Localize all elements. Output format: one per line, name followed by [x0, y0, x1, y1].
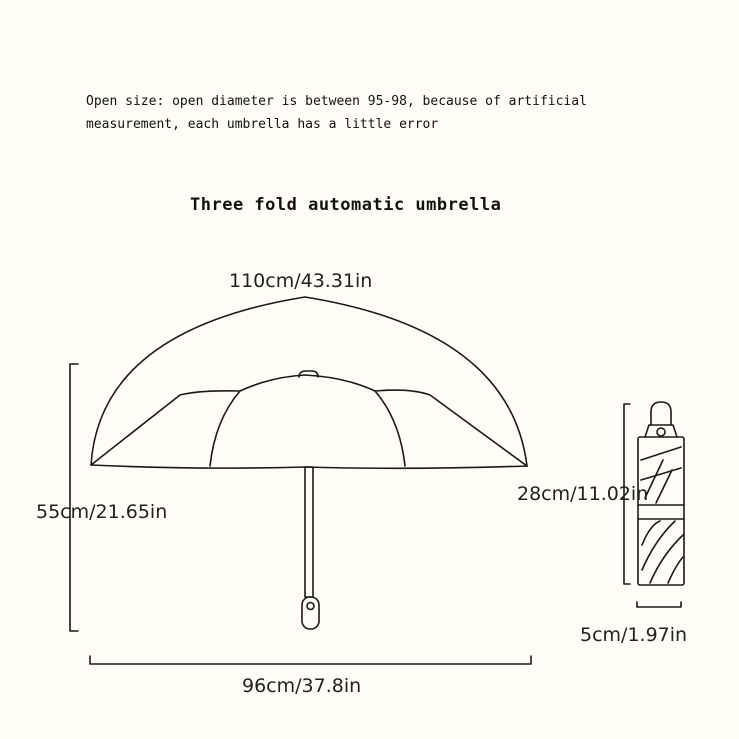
folded-fold-lines: [641, 447, 683, 583]
folded-button-icon: [657, 428, 665, 436]
note-line-1: Open size: open diameter is between 95-98, because of artificial: [86, 94, 587, 109]
open-height-label: 55cm/21.65in: [36, 501, 168, 523]
folded-width-dimension-line: [637, 602, 681, 607]
note-line-2: measurement, each umbrella has a little error: [86, 117, 439, 132]
open-width-label: 96cm/37.8in: [242, 675, 362, 697]
height-dimension-line: [70, 364, 78, 631]
folded-width-label: 5cm/1.97in: [580, 624, 688, 646]
handle-button-icon: [307, 603, 314, 610]
folded-strap: [638, 505, 684, 519]
umbrella-rib-right: [375, 391, 405, 466]
folded-length-label: 28cm/11.02in: [517, 483, 649, 505]
umbrella-rib-left: [210, 391, 240, 466]
width-dimension-line: [90, 656, 531, 664]
arc-length-label: 110cm/43.31in: [229, 270, 373, 292]
umbrella-outer-arc: [91, 297, 527, 466]
diagram-title: Three fold automatic umbrella: [190, 195, 502, 215]
folded-handle: [651, 402, 671, 425]
umbrella-shaft: [305, 467, 313, 597]
umbrella-canopy: [91, 375, 527, 466]
